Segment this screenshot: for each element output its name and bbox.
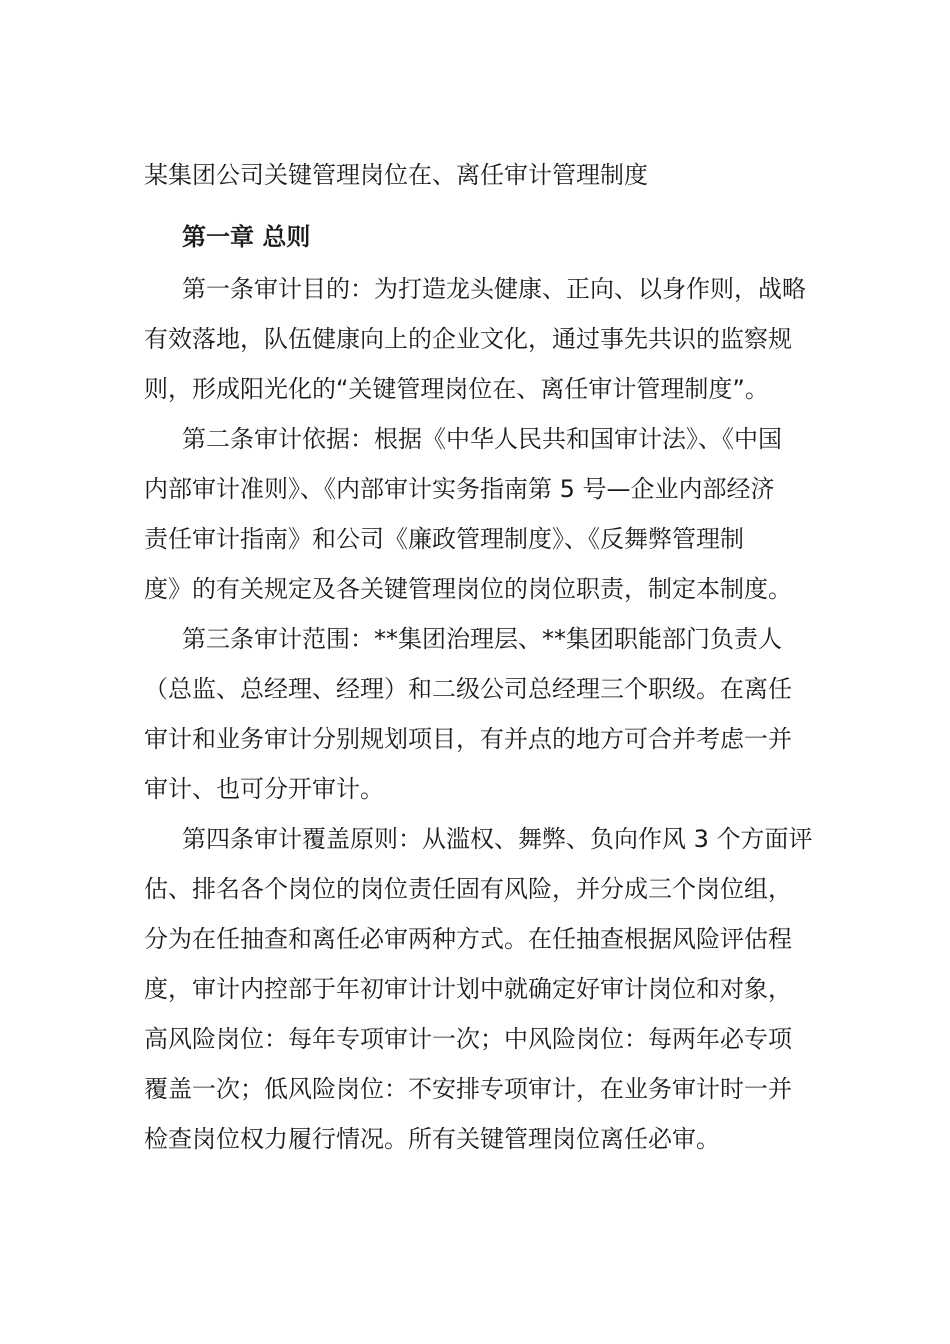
paragraph-line: 度》的有关规定及各关键管理岗位的岗位职责，制定本制度。: [144, 575, 792, 603]
paragraph-line: 第一条审计目的：为打造龙头健康、正向、以身作则，战略: [182, 275, 806, 303]
article-1-paragraph: [144, 264, 808, 414]
paragraph-line: 则，形成阳光化的“关键管理岗位在、离任审计管理制度”。: [144, 375, 769, 403]
paragraph-line: 审计和业务审计分别规划项目，有并点的地方可合并考虑一并: [144, 725, 792, 753]
paragraph-line: 审计、也可分开审计。: [144, 775, 384, 803]
paragraph-line: 度，审计内控部于年初审计计划中就确定好审计岗位和对象，: [144, 975, 792, 1003]
chapter-heading: 第一章 总则: [182, 223, 311, 251]
paragraph-line: 估、排名各个岗位的岗位责任固有风险，并分成三个岗位组，: [144, 875, 792, 903]
paragraph-line: 分为在任抽查和离任必审两种方式。在任抽查根据风险评估程: [144, 925, 792, 953]
paragraph-line: 覆盖一次；低风险岗位：不安排专项审计，在业务审计时一并: [144, 1075, 792, 1103]
paragraph-line: 第三条审计范围：**集团治理层、**集团职能部门负责人: [182, 625, 782, 653]
article-2-paragraph: [144, 414, 808, 614]
paragraph-line: 第四条审计覆盖原则：从滥权、舞弊、负向作风 3 个方面评: [182, 825, 813, 853]
article-4-paragraph: [144, 814, 813, 1164]
paragraph-line: 有效落地，队伍健康向上的企业文化，通过事先共识的监察规: [144, 325, 792, 353]
paragraph-line: 检查岗位权力履行情况。所有关键管理岗位离任必审。: [144, 1125, 720, 1153]
document-title: 某集团公司关键管理岗位在、离任审计管理制度: [144, 161, 648, 189]
paragraph-line: 责任审计指南》和公司《廉政管理制度》、《反舞弊管理制: [144, 525, 744, 553]
paragraph-line: 第二条审计依据：根据《中华人民共和国审计法》、《中国: [182, 425, 782, 453]
paragraph-line: 内部审计准则》、《内部审计实务指南第 5 号—企业内部经济: [144, 475, 775, 503]
paragraph-line: （总监、总经理、经理）和二级公司总经理三个职级。在离任: [144, 675, 792, 703]
article-3-paragraph: [144, 614, 808, 814]
paragraph-line: 高风险岗位：每年专项审计一次；中风险岗位：每两年必专项: [144, 1025, 792, 1053]
